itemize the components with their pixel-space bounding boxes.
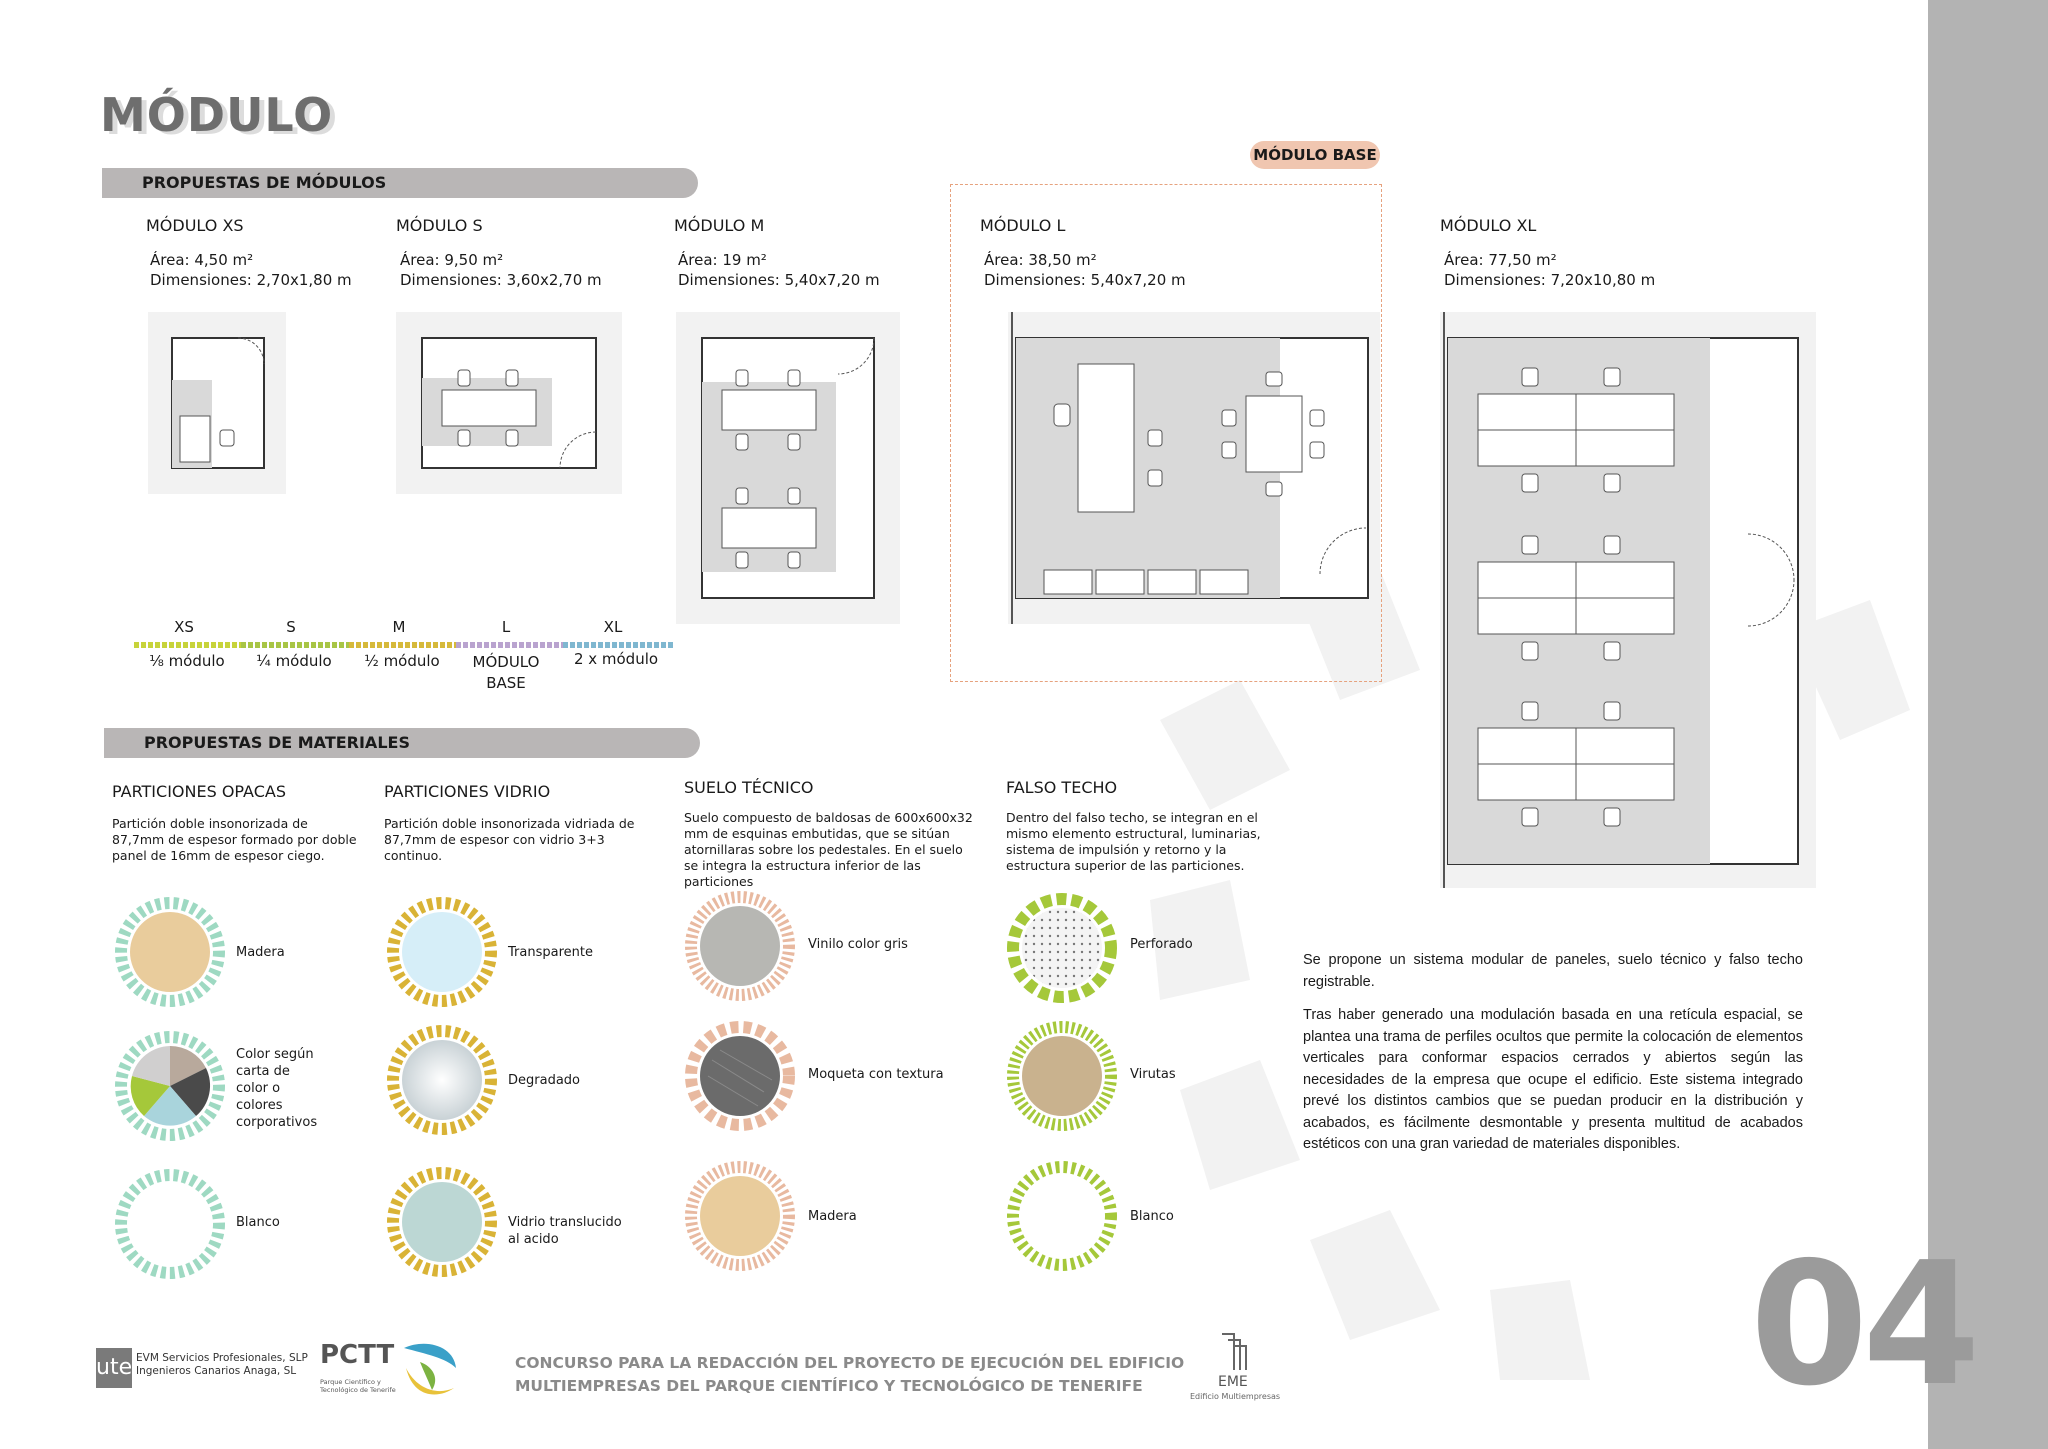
ute-company-1: EVM Servicios Profesionales, SLP: [136, 1352, 308, 1364]
swatch-label: Perforado: [1130, 937, 1193, 952]
materials-ceiling-heading: FALSO TECHO: [1006, 778, 1118, 797]
module-xs-dims: Dimensiones: 2,70x1,80 m: [150, 271, 352, 289]
module-l-dims: Dimensiones: 5,40x7,20 m: [984, 271, 1186, 289]
swatch-label: Blanco: [1130, 1209, 1174, 1224]
eme-logo-text: EME: [1218, 1374, 1248, 1390]
swatch-corporate-colors: [114, 1030, 226, 1142]
swatch-label: Vinilo color gris: [808, 937, 908, 952]
scale-code-m: M: [392, 618, 406, 636]
swatch-blanco-opaque: [114, 1168, 226, 1280]
scale-label-xl: 2 x módulo: [573, 650, 659, 668]
swatch-label: Moqueta con textura: [808, 1067, 944, 1082]
module-s-title: MÓDULO S: [396, 216, 483, 235]
swatch-madera-opaque: [114, 896, 226, 1008]
module-xs-title: MÓDULO XS: [146, 216, 244, 235]
pctt-subtitle: [320, 1378, 396, 1394]
module-m-plan: [676, 312, 900, 624]
swatch-label: Virutas: [1130, 1067, 1176, 1082]
scale-label-s: ¼ módulo: [256, 652, 332, 670]
scale-label-l: MÓDULO BASE: [472, 653, 540, 692]
description-text: [1303, 950, 1803, 1168]
module-l-info: [984, 250, 1186, 290]
module-xl-title: MÓDULO XL: [1440, 216, 1537, 235]
pctt-logo-icon: [396, 1338, 460, 1404]
scale-code-s: S: [286, 618, 296, 636]
materials-opaque-desc: Partición doble insonorizada de 87,7mm de espesor formado por doble panel de 16mm de espesor ciego.: [112, 816, 357, 863]
module-l-plan: [1008, 312, 1380, 624]
swatch-transparente: [386, 896, 498, 1008]
swatch-label: Madera: [808, 1209, 857, 1224]
module-l-area: Área: 38,50 m²: [984, 251, 1097, 269]
module-m-title: MÓDULO M: [674, 216, 765, 235]
swatch-blanco-techo: [1006, 1160, 1118, 1272]
module-s-area: Área: 9,50 m²: [400, 251, 504, 269]
swatch-moqueta: [684, 1020, 796, 1132]
pctt-logo-text: PCTT: [320, 1340, 395, 1370]
swatch-madera-suelo: [684, 1160, 796, 1272]
pctt-subtitle-2: Tecnológico de Tenerife: [320, 1386, 396, 1394]
module-xl-info: [1444, 250, 1655, 290]
swatch-label: Madera: [236, 945, 285, 960]
materials-glass-heading: PARTICIONES VIDRIO: [384, 782, 551, 801]
ute-logo: ute: [96, 1348, 132, 1388]
scale-code-xl: XL: [603, 618, 623, 636]
materials-floor-desc: Suelo compuesto de baldosas de 600x600x32 mm de esquinas embutidas, que se sitúan atornillaras sobre los pedestales. En el suelo se integra la estructura inferior de las particiones: [684, 810, 973, 889]
scale-bar: [134, 640, 674, 650]
module-xs-info: [150, 250, 352, 290]
module-m-area: Área: 19 m²: [678, 251, 767, 269]
swatch-label: Color según carta de color o colores corporativos: [236, 1047, 318, 1130]
scale-label-xs: ⅛ módulo: [149, 652, 225, 670]
pctt-subtitle-1: Parque Científico y: [320, 1378, 381, 1386]
module-xl-plan: [1440, 312, 1816, 888]
scale-code-xs: XS: [174, 618, 194, 636]
module-m-dims: Dimensiones: 5,40x7,20 m: [678, 271, 880, 289]
ute-companies: [136, 1352, 308, 1378]
contest-title: [515, 1352, 1184, 1398]
module-xs-area: Área: 4,50 m²: [150, 251, 254, 269]
module-s-info: [400, 250, 602, 290]
module-l-title: MÓDULO L: [980, 216, 1066, 235]
swatch-perforado: [1006, 892, 1118, 1004]
module-s-dims: Dimensiones: 3,60x2,70 m: [400, 271, 602, 289]
module-base-badge: MÓDULO BASE: [1250, 141, 1380, 169]
page-title: MÓDULO: [100, 88, 334, 142]
contest-title-line1: CONCURSO PARA LA REDACCIÓN DEL PROYECTO DE EJECUCIÓN DEL EDIFICIO: [515, 1354, 1185, 1372]
scale-code-l: L: [501, 618, 511, 636]
materials-ceiling-desc: Dentro del falso techo, se integran en el mismo elemento estructural, luminarias, sistema de impulsión y retorno y la estructura superior de las particiones.: [1006, 810, 1261, 873]
materials-floor-heading: SUELO TÉCNICO: [684, 778, 814, 797]
swatch-degradado: [386, 1024, 498, 1136]
module-xs-plan: [148, 312, 286, 494]
materials-glass-desc: Partición doble insonorizada vidriada de 87,7mm de espesor con vidrio 3+3 continuo.: [384, 816, 635, 863]
swatch-virutas: [1006, 1020, 1118, 1132]
materials-opaque-heading: PARTICIONES OPACAS: [112, 782, 286, 801]
description-paragraph-1: Se propone un sistema modular de paneles, suelo técnico y falso techo registrable.: [1303, 952, 1803, 990]
module-m-info: [678, 250, 880, 290]
swatch-label: Vidrio translucido al acido: [508, 1215, 622, 1247]
module-xl-dims: Dimensiones: 7,20x10,80 m: [1444, 271, 1656, 289]
page-number: 04: [1750, 1226, 1975, 1424]
swatch-vidrio-translucido: [386, 1166, 498, 1278]
section-band-materials: PROPUESTAS DE MATERIALES: [104, 728, 700, 758]
swatch-label: Degradado: [508, 1073, 580, 1088]
ute-company-2: Ingenieros Canarios Anaga, SL: [136, 1365, 297, 1377]
eme-logo-icon: [1218, 1330, 1250, 1374]
scale-label-m: ½ módulo: [364, 652, 440, 670]
swatch-label: Transparente: [508, 945, 593, 960]
swatch-label: Blanco: [236, 1215, 280, 1230]
module-s-plan: [396, 312, 622, 494]
description-paragraph-2: Tras haber generado una modulación basada en una retícula espacial, se plantea una trama de perfiles ocultos que permite la colocación de elementos verticales para conformar espacios cerrados y abiertos según las necesidades de la empresa que ocupe el edificio. Este sistema integrado prevé los distintos cambios que se puedan producir en la distribución y acabados, es fácilmente desmontable y presenta multitud de acabados estéticos con una gran variedad de materiales disponibles.: [1303, 1007, 1803, 1152]
swatch-vinilo-gris: [684, 890, 796, 1002]
contest-title-line2: MULTIEMPRESAS DEL PARQUE CIENTÍFICO Y TECNOLÓGICO DE TENERIFE: [515, 1377, 1143, 1395]
module-xl-area: Área: 77,50 m²: [1444, 251, 1557, 269]
eme-subtitle: Edificio Multiempresas: [1190, 1392, 1281, 1401]
section-band-modules: PROPUESTAS DE MÓDULOS: [102, 168, 698, 198]
